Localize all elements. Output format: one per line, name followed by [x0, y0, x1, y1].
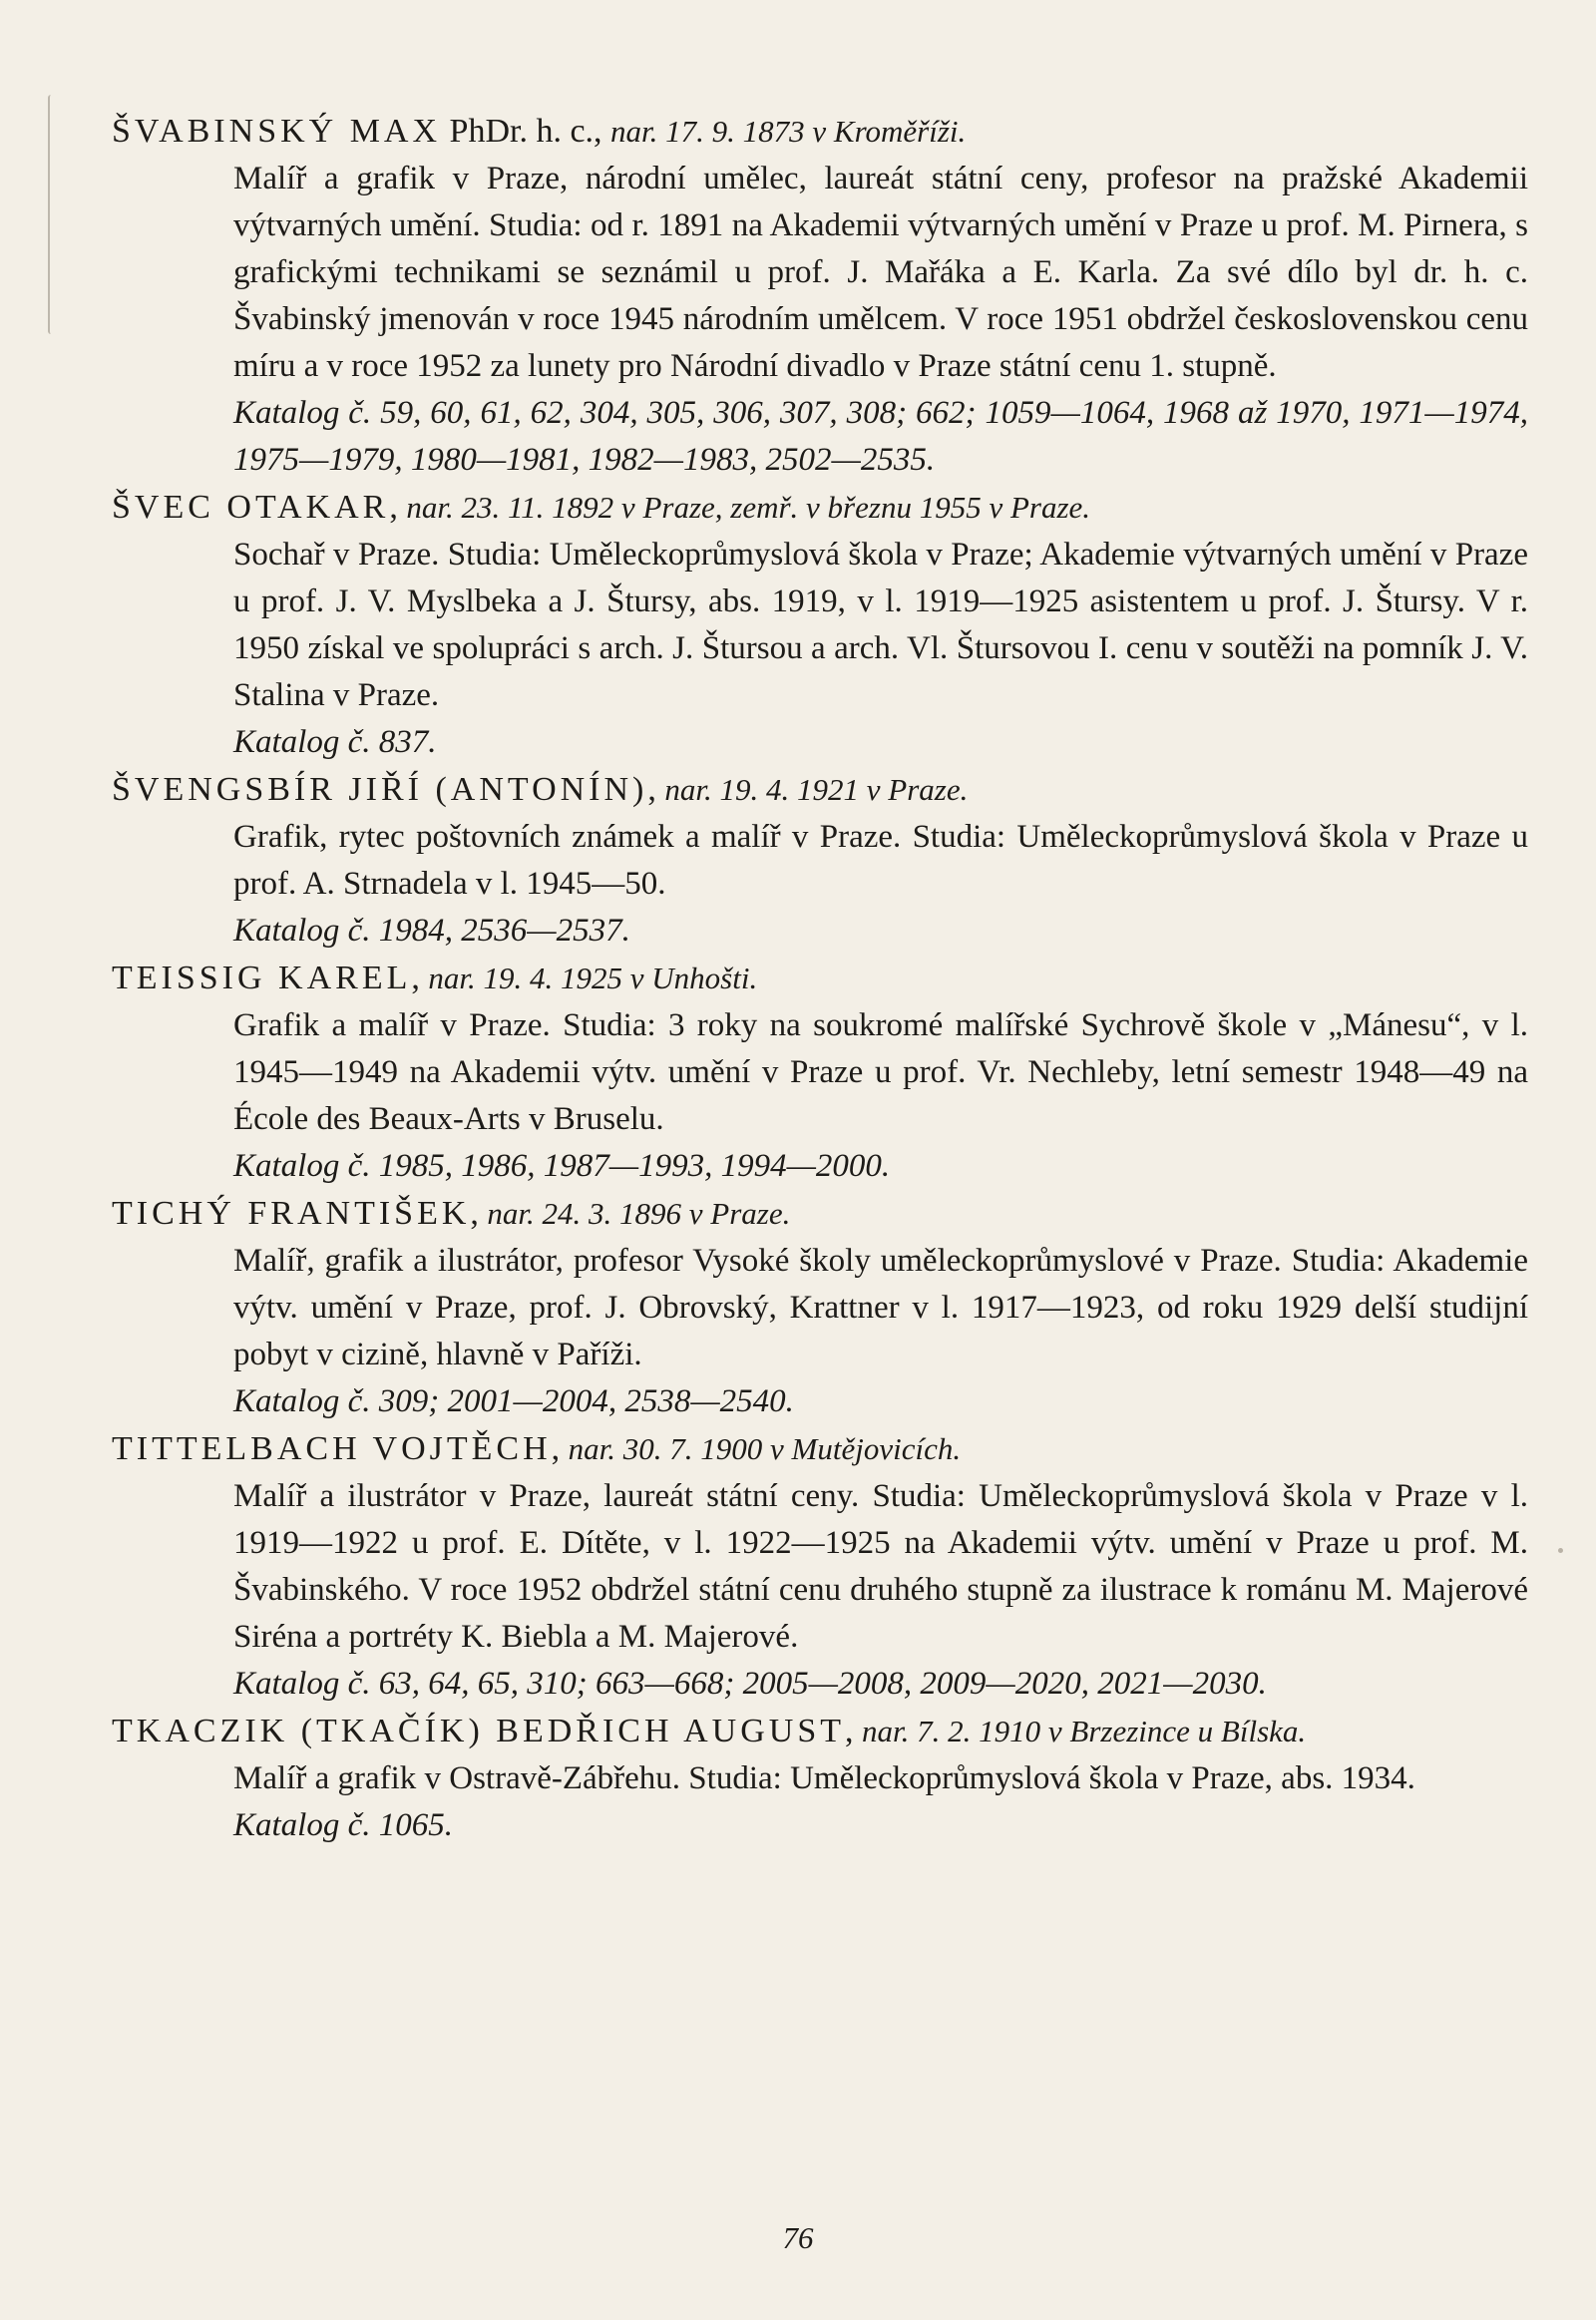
artist-name: TICHÝ FRANTIŠEK: [112, 1195, 471, 1232]
catalog-numbers: Katalog č. 59, 60, 61, 62, 304, 305, 306, 307, 308; 662; 1059—1064, 1968 až 1970, 1971—1974, 1975—1979, 1980—1981, 1982—1983, 2502—2535.: [233, 395, 1528, 478]
biography: Malíř, grafik a ilustrátor, profesor Vysoké školy uměleckoprůmyslové v Praze. Studia: Akademie výtv. umění v Praze, prof. J. Obrovský, Krattner v l. 1917—1923, od roku 1929 delší studijní pobyt v cizině, hlavně v Paříži.: [233, 1243, 1528, 1372]
birth-info: nar. 19. 4. 1925 v Unhošti.: [428, 961, 758, 995]
entry-svengsbir: [112, 766, 1528, 955]
name-suffix: ,: [470, 1195, 488, 1232]
biography: Grafik a malíř v Praze. Studia: 3 roky na soukromé malířské Sychrově škole v „Mánesu“, v l. 1945—1949 na Akademii výtv. umění v Praze u prof. Vr. Nechleby, letní semestr 1948—49 na École des Beaux-Arts v Bruselu.: [233, 1007, 1528, 1137]
biography: Malíř a ilustrátor v Praze, laureát státní ceny. Studia: Uměleckoprůmyslová škola v Praze v l. 1919—1922 u prof. E. Dítěte, v l. 1922—1925 na Akademii výtv. umění v Praze u prof. M. Švabinského. V roce 1952 obdržel státní cenu druhého stupně za ilustrace k románu M. Majerové Siréna a portréty K. Biebla a M. Majerové.: [233, 1478, 1528, 1655]
entry-svabinsky: [112, 108, 1528, 484]
birth-info: nar. 23. 11. 1892 v Praze, zemř. v březnu 1955 v Praze.: [406, 490, 1091, 525]
entry-teissig: [112, 955, 1528, 1190]
catalog-numbers: Katalog č. 309; 2001—2004, 2538—2540.: [233, 1383, 794, 1419]
artist-name: TITTELBACH VOJTĚCH: [112, 1430, 552, 1467]
name-suffix: ,: [411, 960, 429, 996]
scan-margin-mark: [48, 95, 54, 334]
page-number: 76: [782, 2220, 814, 2255]
entry-tkaczik: [112, 1708, 1528, 1849]
entry-heading: [112, 955, 1528, 1002]
entry-svec: [112, 484, 1528, 766]
entry-tittelbach: [112, 1425, 1528, 1708]
entry-heading: [112, 1425, 1528, 1473]
birth-info: nar. 7. 2. 1910 v Brzezince u Bílska.: [862, 1714, 1307, 1748]
artist-name: ŠVENGSBÍR JIŘÍ (ANTONÍN): [112, 771, 648, 808]
biography: Malíř a grafik v Ostravě-Zábřehu. Studia: Uměleckoprůmyslová škola v Praze, abs. 1934.: [233, 1760, 1415, 1796]
name-suffix: ,: [551, 1430, 569, 1467]
scan-speck: [1558, 1548, 1563, 1553]
artist-name: ŠVABINSKÝ MAX: [112, 113, 442, 150]
entry-heading: [112, 1190, 1528, 1238]
birth-info: nar. 24. 3. 1896 v Praze.: [487, 1196, 791, 1231]
page-content: [112, 108, 1528, 1849]
catalog-numbers: Katalog č. 1065.: [233, 1807, 453, 1843]
catalog-numbers: Katalog č. 837.: [233, 724, 437, 760]
artist-name: ŠVEC OTAKAR: [112, 489, 390, 526]
biography: Grafik, rytec poštovních známek a malíř v Praze. Studia: Uměleckoprůmyslová škola v Praze u prof. A. Strnadela v l. 1945—50.: [233, 819, 1528, 902]
biography: Malíř a grafik v Praze, národní umělec, laureát státní ceny, profesor na pražské Akademii výtvarných umění. Studia: od r. 1891 na Akademii výtvarných umění v Praze u prof. M. Pirnera, s grafickými technikami se seznámil u prof. J. Mařáka a E. Karla. Za své dílo byl dr. h. c. Švabinský jmenován v roce 1945 národním umělcem. V roce 1951 obdržel československou cenu míru a v roce 1952 za lunety pro Národní divadlo v Praze státní cenu 1. stupně.: [233, 161, 1528, 384]
biography: Sochař v Praze. Studia: Uměleckoprůmyslová škola v Praze; Akademie výtvarných umění v Praze u prof. J. V. Myslbeka a J. Štursy, abs. 1919, v l. 1919—1925 asistentem u prof. J. Štursy. V r. 1950 získal ve spolupráci s arch. J. Štursou a arch. Vl. Štursovou I. cenu v soutěži na pomník J. V. Stalina v Praze.: [233, 537, 1528, 713]
entry-heading: [112, 1708, 1528, 1755]
birth-info: nar. 19. 4. 1921 v Praze.: [664, 772, 969, 807]
birth-info: nar. 30. 7. 1900 v Mutějovicích.: [568, 1431, 962, 1466]
entry-tichy: [112, 1190, 1528, 1425]
name-suffix: ,: [647, 771, 665, 808]
entry-heading: [112, 108, 1528, 156]
name-suffix: ,: [845, 1713, 863, 1749]
artist-name: TKACZIK (TKAČÍK) BEDŘICH AUGUST: [112, 1713, 846, 1749]
entry-heading: [112, 484, 1528, 532]
catalog-numbers: Katalog č. 63, 64, 65, 310; 663—668; 2005—2008, 2009—2020, 2021—2030.: [233, 1666, 1267, 1702]
catalog-numbers: Katalog č. 1984, 2536—2537.: [233, 913, 630, 949]
name-suffix: PhDr. h. c.,: [441, 113, 611, 150]
artist-name: TEISSIG KAREL: [112, 960, 412, 996]
name-suffix: ,: [389, 489, 407, 526]
birth-info: nar. 17. 9. 1873 v Kroměříži.: [610, 114, 967, 149]
catalog-numbers: Katalog č. 1985, 1986, 1987—1993, 1994—2000.: [233, 1148, 891, 1184]
entry-heading: [112, 766, 1528, 814]
